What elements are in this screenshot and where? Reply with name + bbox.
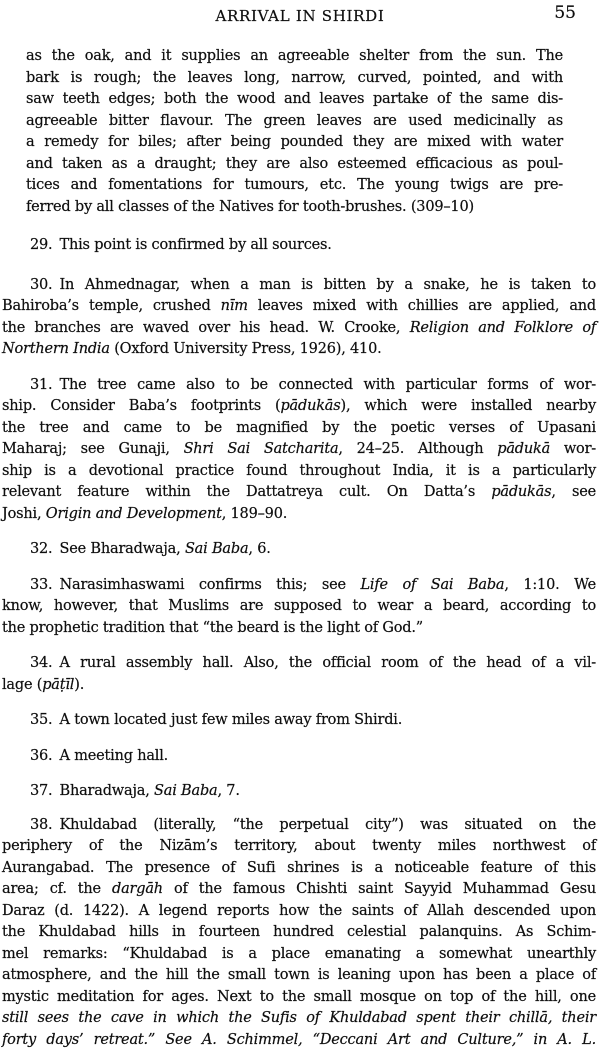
text-line: [2, 296, 596, 318]
text-line: [26, 111, 563, 133]
text-line: [2, 653, 596, 675]
text-line: [2, 339, 596, 361]
italic-text-segment: Sai Baba: [154, 783, 218, 799]
text-line: [26, 68, 563, 90]
text-line: [2, 539, 596, 561]
text-segment: agreeable bitter flavour. The green leaves are used medicinally as: [26, 112, 563, 129]
text-line: [2, 987, 596, 1009]
text-segment: , 24–25. Although: [338, 441, 498, 457]
text-line: [2, 596, 596, 618]
text-segment: a remedy for biles; after being pounded they are mixed with water: [26, 134, 563, 150]
page-number: 55: [554, 3, 576, 23]
text-segment: atmosphere, and the hill the small town is leaning upon has been a place of: [2, 967, 596, 983]
text-line: [2, 1030, 596, 1052]
footnote-32: [2, 539, 596, 561]
text-line: [26, 175, 563, 197]
text-segment: Bahiroba’s temple, crushed: [2, 298, 221, 314]
text-segment: leaves mixed with chillies are applied, and: [247, 298, 597, 314]
text-line: [2, 858, 596, 880]
footnote-34: [2, 653, 596, 696]
text-segment: ship is a devotional practice found throughout India, it is a particularly: [2, 462, 596, 479]
text-line: [2, 710, 596, 732]
text-segment: the branches are waved over his head. W. Crooke,: [2, 319, 410, 336]
italic-text-segment: pādukās: [491, 484, 552, 500]
italic-text-segment: nīm: [220, 298, 248, 314]
text-segment: 30. In Ahmednagar, when a man is bitten by a snake, he is taken to: [30, 276, 596, 293]
text-line: [2, 901, 596, 923]
text-segment: Aurangabad. The presence of Sufi shrines is a noticeable feature of this: [2, 859, 596, 876]
text-segment: as the oak, and it supplies an agreeable shelter from the sun. The: [26, 48, 563, 64]
italic-text-segment: Sai Baba: [184, 541, 249, 557]
text-line: [2, 575, 596, 597]
text-segment: (Oxford University Press, 1926), 410.: [109, 341, 382, 357]
text-segment: , 189–90.: [221, 505, 288, 522]
text-segment: periphery of the Nizām’s territory, about twenty miles northwest of: [2, 838, 596, 854]
running-header-title: ARRIVAL IN SHIRDI: [215, 7, 385, 25]
italic-text-segment: still sees the cave in which the Sufis of Khuldabad spent their: [2, 1010, 509, 1026]
text-segment: 31. The tree came also to be connected with particular forms of wor-: [30, 376, 596, 393]
text-line: [2, 235, 596, 257]
footnote-33: [2, 575, 596, 640]
text-line: [2, 618, 596, 640]
text-line: [2, 504, 596, 526]
text-segment: ferred by all classes of the Natives for tooth-brushes. (309–10): [26, 198, 474, 215]
italic-text-segment: Shri Sai Satcharita: [183, 441, 339, 457]
text-line: [26, 132, 563, 154]
text-segment: know, however, that Muslims are supposed to wear a beard, according to: [2, 598, 596, 614]
text-segment: the tree and came to be magnified by the poetic verses of Upasani: [2, 419, 596, 436]
text-line: [2, 275, 596, 297]
italic-text-segment: , their: [547, 1010, 596, 1026]
footnote-30: [2, 275, 596, 361]
text-segment: 38. Khuldabad (literally, “the perpetual city”) was situated on the: [30, 816, 596, 833]
text-segment: ).: [74, 676, 85, 693]
text-line: [2, 396, 596, 418]
text-segment: the Khuldabad hills in fourteen hundred celestial palanquins. As Schim-: [2, 924, 596, 940]
italic-text-segment: forty days’ retreat.” See A. Schimmel, “Deccani Art and Culture,” in A. L.: [2, 1031, 596, 1048]
text-segment: wor-: [550, 441, 597, 457]
text-segment: mystic meditation for ages. Next to the small mosque on top of the hill, one: [2, 988, 596, 1005]
blockquote-excerpt: [26, 46, 563, 218]
text-line: [2, 746, 596, 768]
text-segment: Maharaj; see Gunaji,: [2, 441, 184, 457]
footnote-37: [2, 781, 596, 803]
text-segment: , see: [551, 484, 596, 500]
text-line: [2, 1008, 596, 1030]
text-line: [2, 375, 596, 397]
footnote-38: [2, 815, 596, 1052]
text-block: [2, 46, 596, 1051]
text-line: [2, 675, 596, 697]
italic-text-segment: pāṭīl: [42, 676, 75, 693]
text-segment: , 7.: [217, 783, 240, 799]
italic-text-segment: pādukās: [280, 398, 341, 414]
footnote-35: [2, 710, 596, 732]
footnote-31: [2, 375, 596, 526]
footnote-29: [2, 235, 596, 257]
text-segment: and taken as a draught; they are also esteemed efficacious as poul-: [26, 155, 563, 172]
text-segment: 34. A rural assembly hall. Also, the official room of the head of a vil-: [30, 655, 596, 671]
text-line: [2, 461, 596, 483]
text-line: [2, 922, 596, 944]
text-line: [2, 836, 596, 858]
text-line: [2, 439, 596, 461]
text-line: [26, 154, 563, 176]
text-segment: bark is rough; the leaves long, narrow, curved, pointed, and with: [26, 69, 563, 86]
text-segment: , 1:10. We: [504, 576, 596, 593]
text-segment: 36. A meeting hall.: [30, 747, 169, 764]
text-segment: ), which were installed nearby: [340, 398, 596, 414]
text-segment: 32. See Bharadwaja,: [30, 541, 185, 557]
text-segment: 37. Bharadwaja,: [30, 783, 155, 799]
text-segment: Joshi,: [2, 505, 46, 522]
text-line: [2, 815, 596, 837]
text-segment: 35. A town located just few miles away from Shirdi.: [30, 712, 403, 728]
italic-text-segment: dargāh: [112, 881, 163, 897]
text-line: [2, 482, 596, 504]
italic-text-segment: pādukā: [497, 441, 551, 457]
text-line: [2, 965, 596, 987]
text-segment: , 6.: [248, 541, 271, 557]
footnote-36: [2, 746, 596, 768]
text-segment: 29. This point is confirmed by all sources.: [30, 237, 332, 253]
text-segment: of the famous Chishti saint Sayyid Muhammad Gesu: [162, 881, 597, 897]
text-segment: lage (: [2, 676, 43, 693]
text-line: [2, 318, 596, 340]
text-segment: ship. Consider Baba’s footprints (: [2, 398, 281, 414]
text-segment: 33. Narasimhaswami confirms this; see: [30, 576, 361, 593]
text-line: [26, 89, 563, 111]
text-segment: saw teeth edges; both the wood and leaves partake of the same dis-: [26, 91, 563, 107]
text-segment: area; cf. the: [2, 881, 113, 897]
italic-text-segment: Northern India: [2, 341, 110, 357]
text-segment: mel remarks: “Khuldabad is a place emanating a somewhat unearthly: [2, 945, 596, 962]
italic-text-segment: Origin and Development: [45, 505, 222, 522]
text-line: [26, 46, 563, 68]
text-line: [2, 418, 596, 440]
text-segment: the prophetic tradition that “the beard is the light of God.”: [2, 619, 424, 636]
text-segment: tices and fomentations for tumours, etc. The young twigs are pre-: [26, 177, 563, 193]
text-segment: relevant feature within the Dattatreya cult. On Datta’s: [2, 484, 492, 500]
text-line: [2, 781, 596, 803]
text-segment: Daraz (d. 1422). A legend reports how the saints of Allah descended upon: [2, 902, 596, 919]
italic-text-segment: Life of Sai Baba: [360, 576, 505, 593]
italic-text-segment: chillā: [508, 1010, 548, 1026]
italic-text-segment: Religion and Folklore of: [409, 319, 597, 336]
text-line: [2, 944, 596, 966]
text-line: [26, 197, 563, 219]
text-line: [2, 879, 596, 901]
